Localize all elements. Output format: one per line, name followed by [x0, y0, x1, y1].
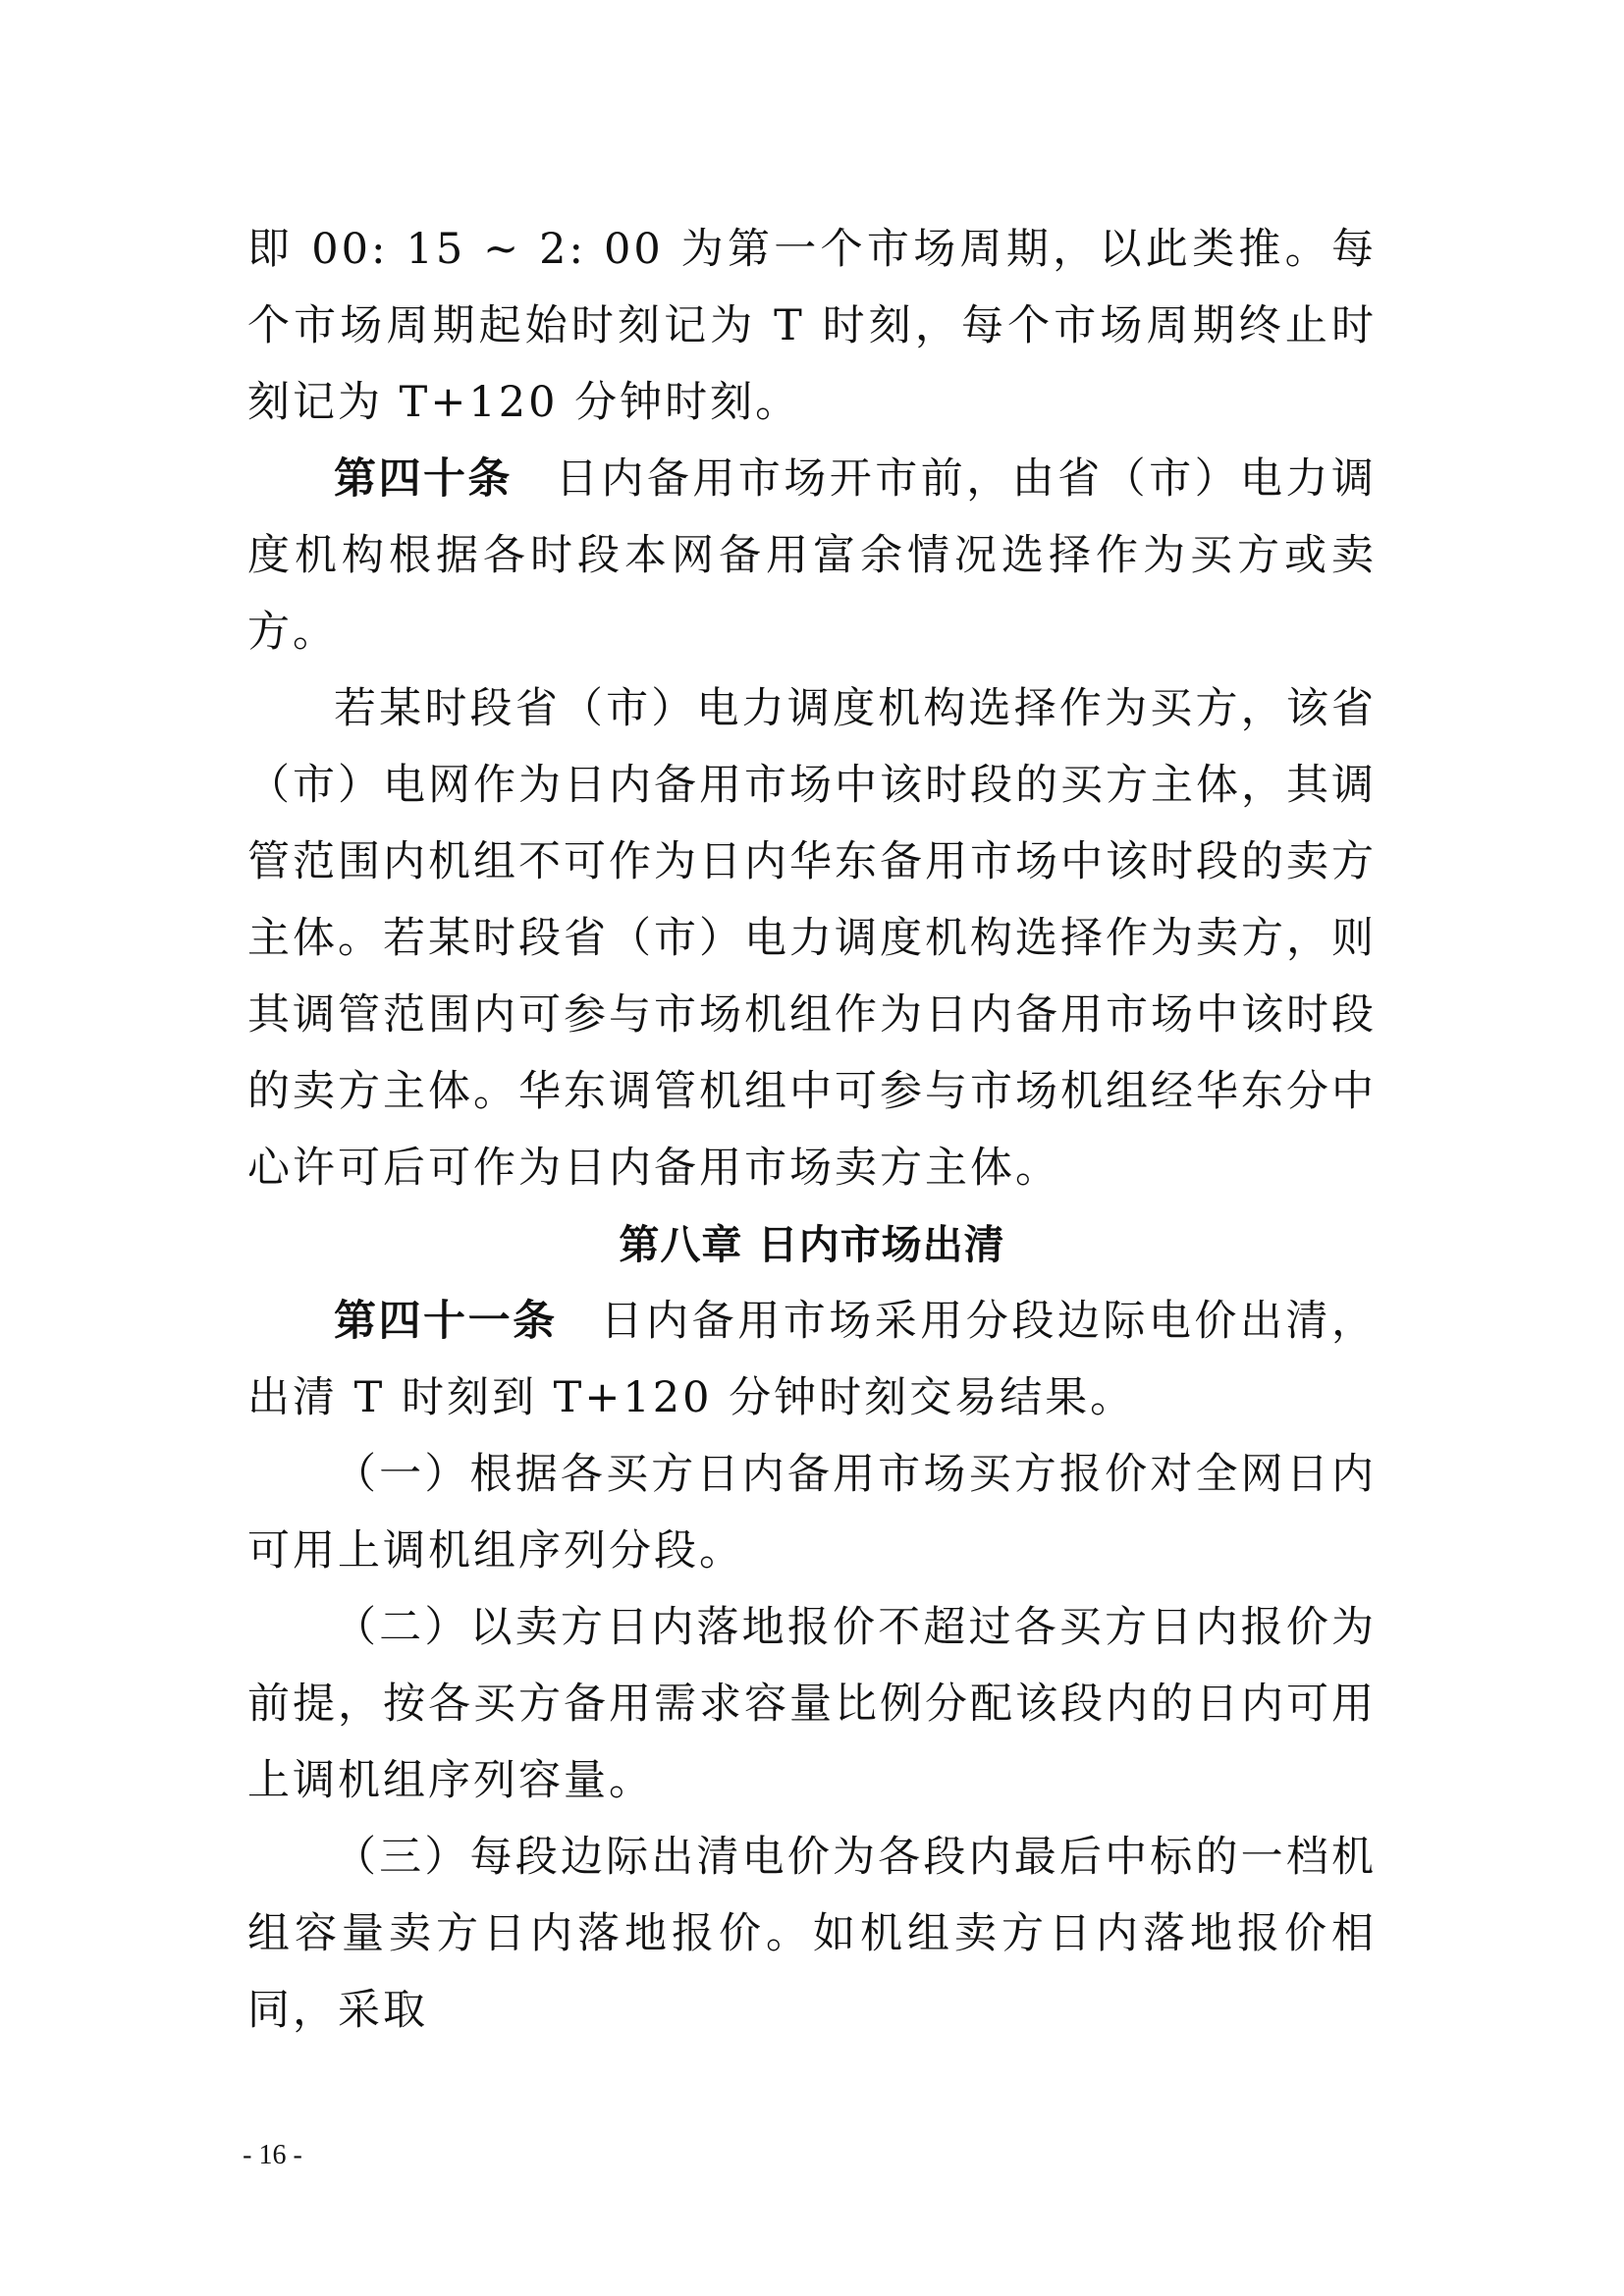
- article-41-text: 日内备用市场采用分段边际电价出清，出清 T 时刻到 T+120 分钟时刻交易结果。: [247, 1297, 1378, 1422]
- paragraph-3-text: 若某时段省（市）电力调度机构选择作为买方，该省（市）电网作为日内备用市场中该时段的买方主体，其调管范围内机组不可作为日内华东备用市场中该时段的卖方主体。若某时段省（市）电力调度机构选择作为卖方，则其调管范围内可参与市场机组作为日内备用市场中该时段的卖方主体。华东调管机组中可参与市场机组经华东分中心许可后可作为日内备用市场卖方主体。: [247, 684, 1377, 1193]
- list-item-1-text: （一）根据各买方日内备用市场买方报价对全网日内可用上调机组序列分段。: [247, 1450, 1377, 1575]
- paragraph-1-text: 即 00: 15 ~ 2: 00 为第一个市场周期，以此类推。每个市场周期起始时刻记为 T 时刻，每个市场周期终止时刻记为 T+120 分钟时刻。: [247, 225, 1377, 427]
- list-item-2-text: （二）以卖方日内落地报价不超过各买方日内报价为前提，按各买方备用需求容量比例分配该段内的日内可用上调机组序列容量。: [247, 1603, 1377, 1805]
- article-40-text: 日内备用市场开市前，由省（市）电力调度机构根据各时段本网备用富余情况选择作为买方或卖方。: [247, 454, 1378, 657]
- page-number: - 16 -: [243, 2140, 302, 2170]
- list-item-2: [247, 1589, 1377, 1819]
- article-40: [247, 441, 1377, 670]
- document-body: [247, 211, 1377, 2049]
- paragraph-3: [247, 670, 1377, 1206]
- list-item-1: [247, 1436, 1377, 1589]
- list-item-3: [247, 1819, 1377, 2049]
- list-item-3-text: （三）每段边际出清电价为各段内最后中标的一档机组容量卖方日内落地报价。如机组卖方日内落地报价相同，采取: [247, 1833, 1377, 2035]
- paragraph-1: [247, 211, 1377, 441]
- article-41: [247, 1283, 1377, 1436]
- article-41-label: 第四十一条: [334, 1297, 558, 1346]
- article-40-label: 第四十条: [334, 454, 513, 504]
- chapter-title: 第八章 日内市场出清: [619, 1221, 1005, 1268]
